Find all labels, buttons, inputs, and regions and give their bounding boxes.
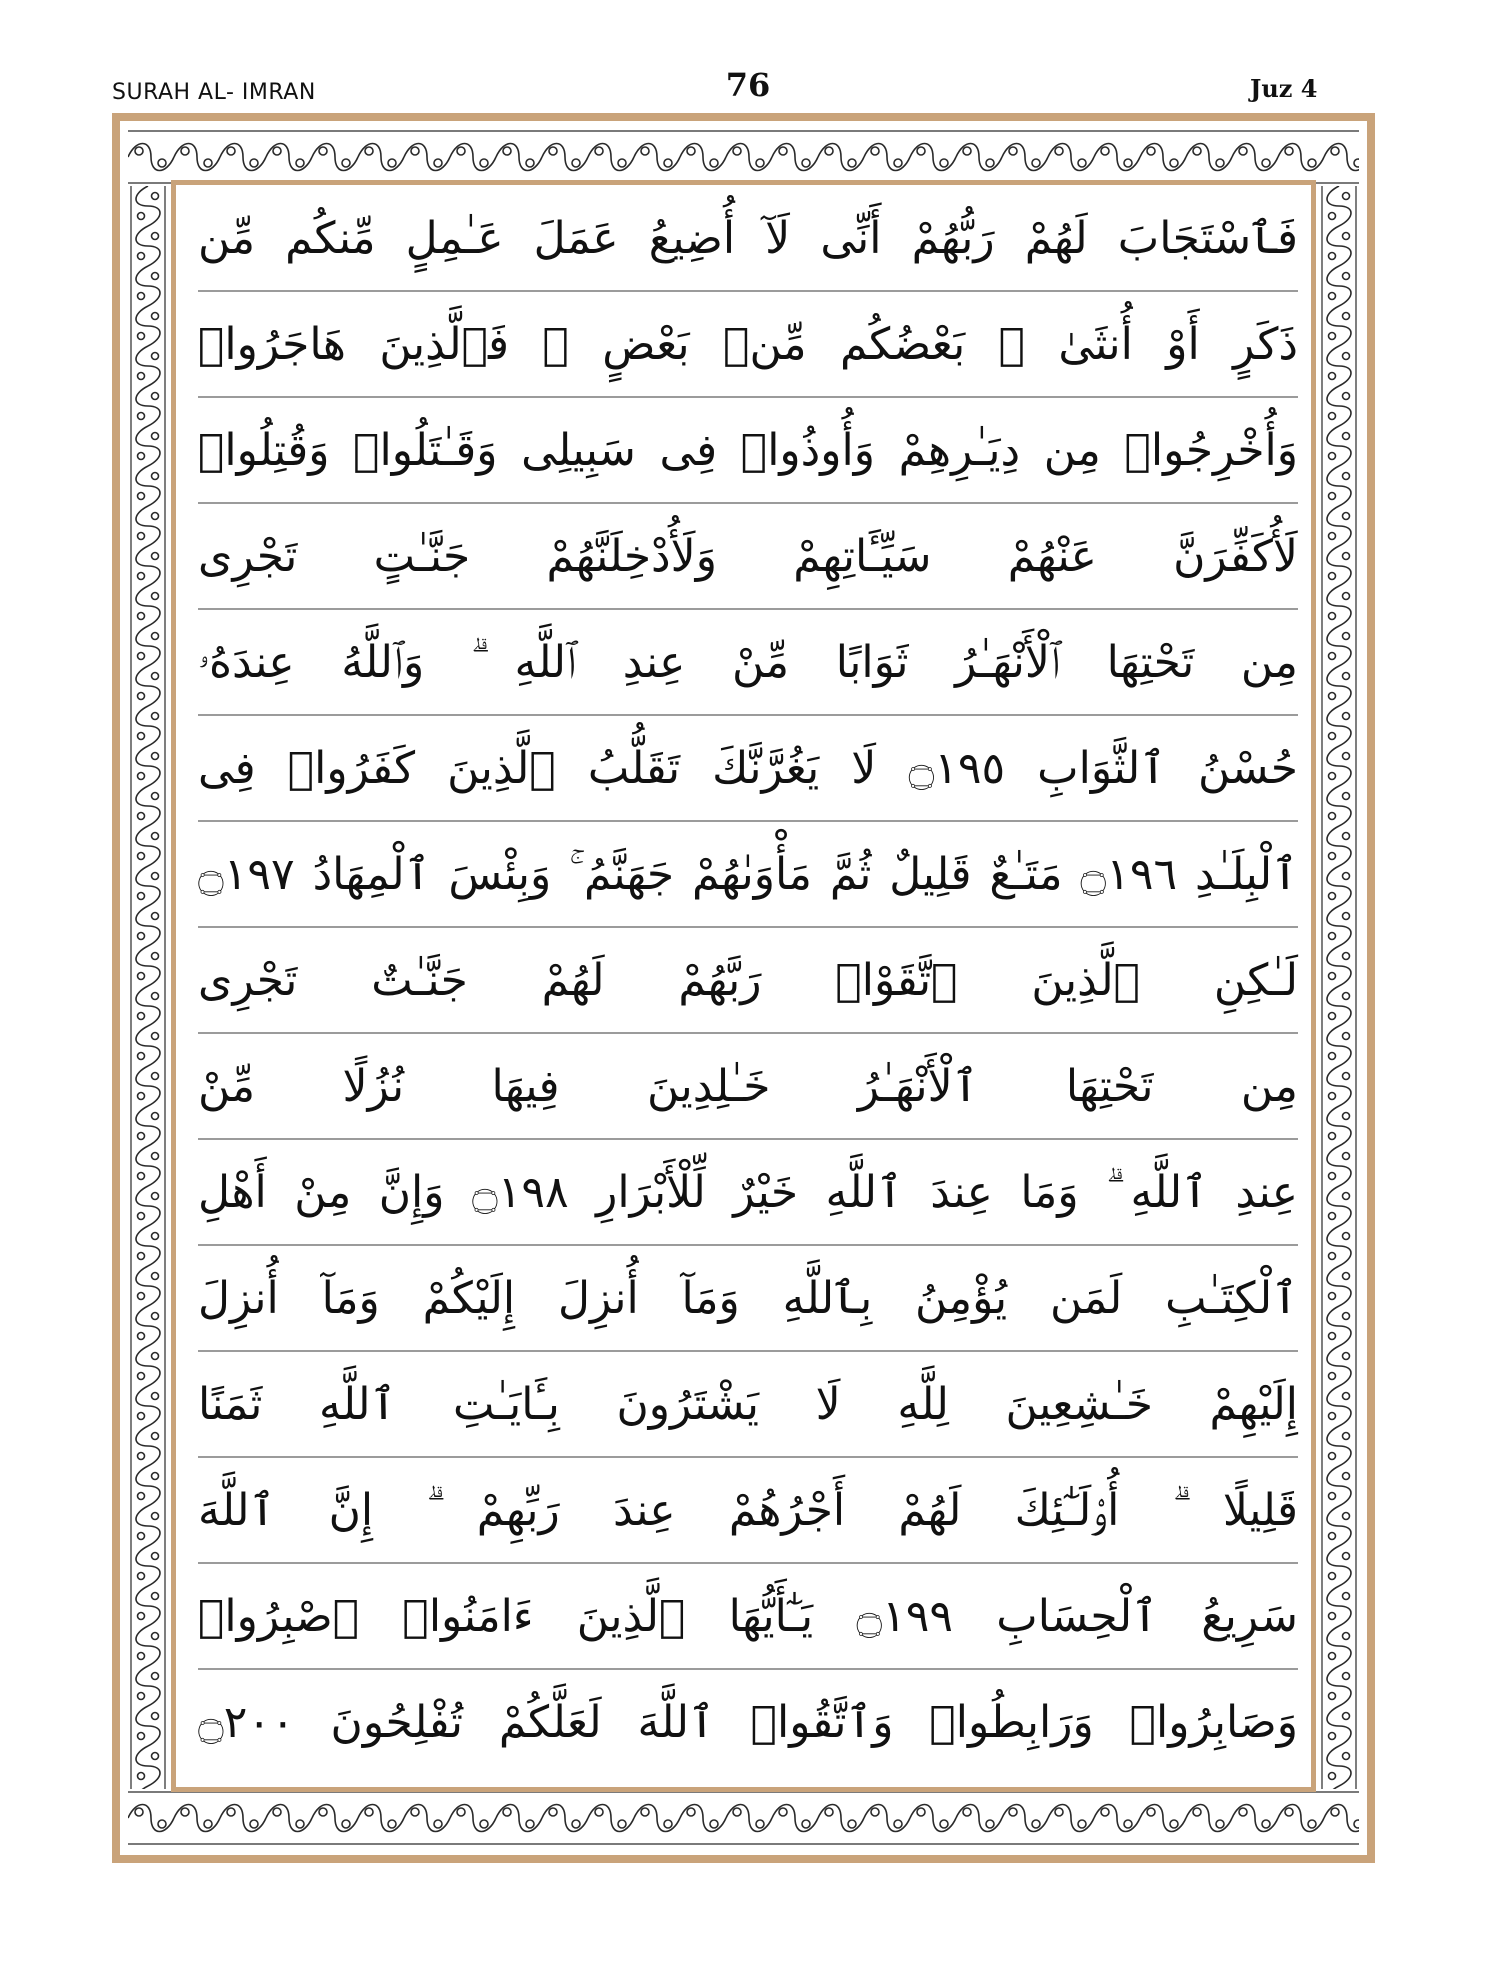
verse-line: مِن تَحْتِهَا ٱلْأَنْهَـٰرُ خَـٰلِدِينَ فِيهَا نُزُلًا مِّنْ xyxy=(198,1060,1298,1112)
verse-line: وَأُخْرِجُوا۟ مِن دِيَـٰرِهِمْ وَأُوذُوا۟ فِى سَبِيلِى وَقَـٰتَلُوا۟ وَقُتِلُوا۟ xyxy=(198,424,1298,476)
ornament-border-bottom xyxy=(128,1789,1359,1847)
verse-line: إِلَيْهِمْ خَـٰشِعِينَ لِلَّهِ لَا يَشْتَرُونَ بِـَٔايَـٰتِ ٱللَّهِ ثَمَنًا xyxy=(198,1378,1298,1430)
verse-lines xyxy=(198,186,1298,1784)
verse-line: مِن تَحْتِهَا ٱلْأَنْهَـٰرُ ثَوَابًا مِّنْ عِندِ ٱللَّهِ ۗ وَٱللَّهُ عِندَهُۥ xyxy=(198,636,1298,688)
surah-name: SURAH AL- IMRAN xyxy=(112,80,316,105)
verse-line: قَلِيلًا ۗ أُو۟لَـٰٓئِكَ لَهُمْ أَجْرُهُمْ عِندَ رَبِّهِمْ ۗ إِنَّ ٱللَّهَ xyxy=(198,1484,1298,1536)
verse-line: ٱلْبِلَـٰدِ ۝١٩٦ مَتَـٰعٌ قَلِيلٌ ثُمَّ مَأْوَىٰهُمْ جَهَنَّمُ ۚ وَبِئْسَ ٱلْمِهَادُ ۝١٩٧ xyxy=(198,848,1298,900)
verse-line: لَأُكَفِّرَنَّ عَنْهُمْ سَيِّـَٔاتِهِمْ وَلَأُدْخِلَنَّهُمْ جَنَّـٰتٍ تَجْرِى xyxy=(198,530,1298,582)
verse-line: سَرِيعُ ٱلْحِسَابِ ۝١٩٩ يَـٰٓأَيُّهَا ٱلَّذِينَ ءَامَنُوا۟ ٱصْبِرُوا۟ xyxy=(198,1590,1299,1642)
page-number: 76 xyxy=(725,66,771,104)
verse-line: ذَكَرٍ أَوْ أُنثَىٰ ۖ بَعْضُكُم مِّنۢ بَعْضٍ ۖ فَٱلَّذِينَ هَاجَرُوا۟ xyxy=(198,318,1298,370)
ornament-border-top xyxy=(128,128,1359,186)
verse-line: عِندِ ٱللَّهِ ۗ وَمَا عِندَ ٱللَّهِ خَيْرٌ لِّلْأَبْرَارِ ۝١٩٨ وَإِنَّ مِنْ أَهْلِ xyxy=(198,1166,1298,1218)
verse-line: فَٱسْتَجَابَ لَهُمْ رَبُّهُمْ أَنِّى لَآ أُضِيعُ عَمَلَ عَـٰمِلٍ مِّنكُم مِّن xyxy=(198,212,1298,264)
verse-line: وَصَابِرُوا۟ وَرَابِطُوا۟ وَٱتَّقُوا۟ ٱللَّهَ لَعَلَّكُمْ تُفْلِحُونَ ۝٢٠٠ xyxy=(198,1696,1298,1748)
verse-line: لَـٰكِنِ ٱلَّذِينَ ٱتَّقَوْا۟ رَبَّهُمْ لَهُمْ جَنَّـٰتٌ تَجْرِى xyxy=(198,954,1298,1006)
ornament-border-left xyxy=(128,186,168,1789)
juz-label: Juz 4 xyxy=(1250,74,1318,103)
ornament-border-right xyxy=(1319,186,1359,1789)
verse-line: ٱلْكِتَـٰبِ لَمَن يُؤْمِنُ بِٱللَّهِ وَمَآ أُنزِلَ إِلَيْكُمْ وَمَآ أُنزِلَ xyxy=(198,1272,1298,1324)
verse-line: حُسْنُ ٱلثَّوَابِ ۝١٩٥ لَا يَغُرَّنَّكَ تَقَلُّبُ ٱلَّذِينَ كَفَرُوا۟ فِى xyxy=(198,742,1299,794)
